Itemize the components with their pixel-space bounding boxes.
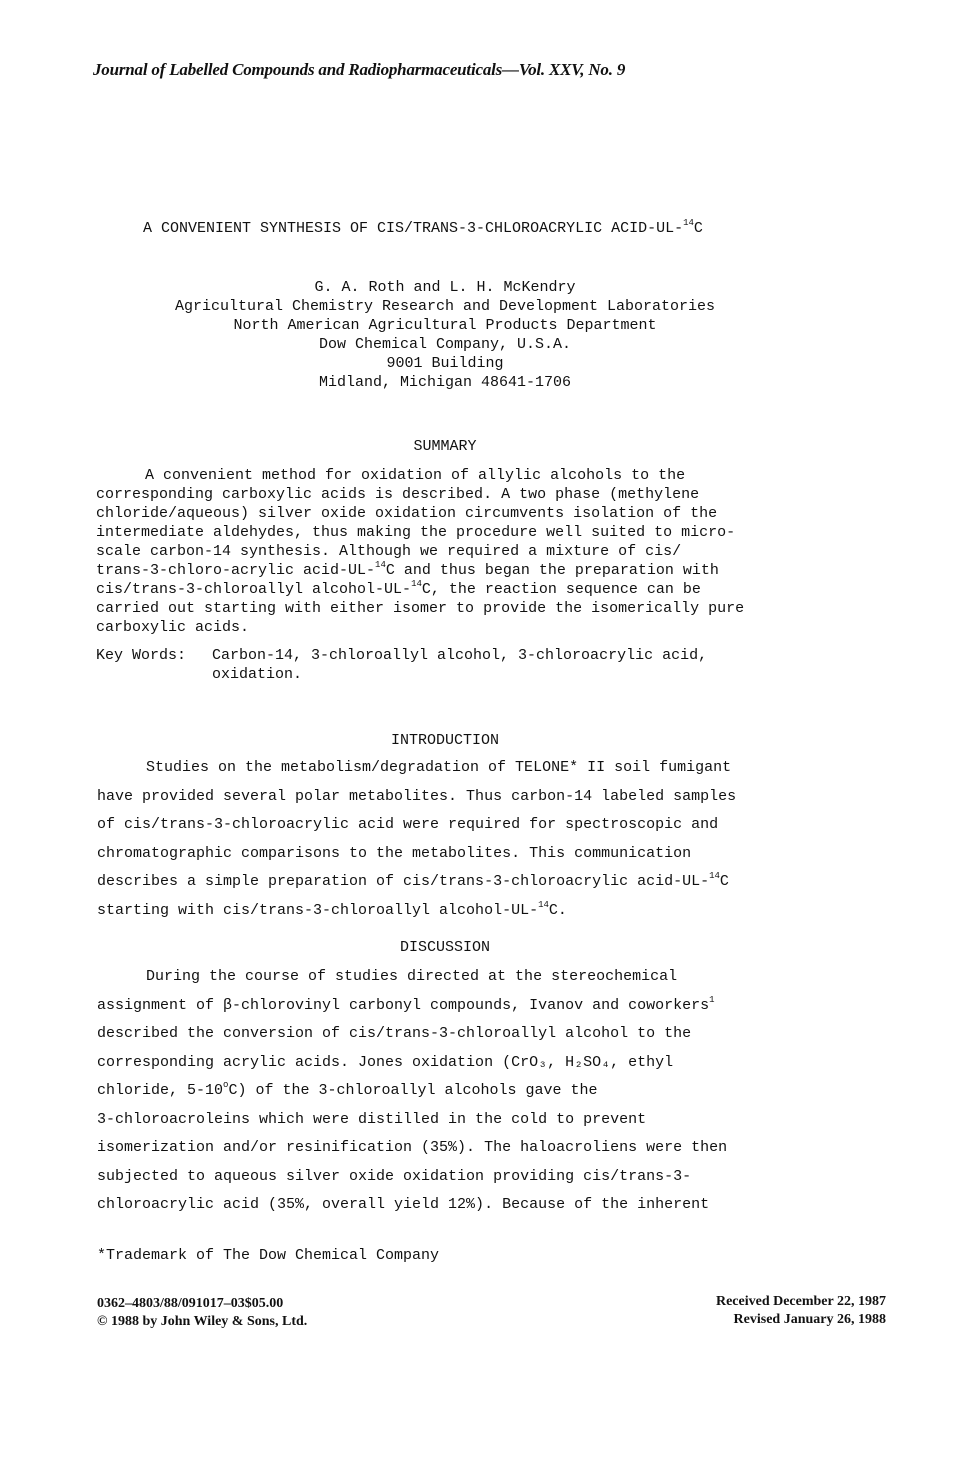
body-line: subjected to aqueous silver oxide oxidation providing cis/trans-3- bbox=[97, 1167, 692, 1185]
isotope-superscript: 14 bbox=[538, 899, 549, 910]
revised-date: Revised January 26, 1988 bbox=[733, 1312, 886, 1327]
body-line-text: C. bbox=[548, 901, 567, 919]
summary-heading: SUMMARY bbox=[413, 438, 477, 455]
body-line-text: C) of the 3-chloroallyl alcohols gave the bbox=[228, 1082, 598, 1099]
summary-line: chloride/aqueous) silver oxide oxidation circumvents isolation of the bbox=[96, 505, 718, 522]
summary-line-text: C and thus began the preparation with bbox=[385, 562, 719, 579]
body-line-text: starting with cis/trans-3-chloroallyl alcohol-UL- bbox=[97, 901, 539, 919]
body-line: chromatographic comparisons to the metabolites. This communication bbox=[97, 844, 692, 862]
footnote-text: *Trademark of The Dow Chemical Company bbox=[97, 1247, 440, 1264]
body-line bbox=[97, 868, 897, 897]
title-text: A CONVENIENT SYNTHESIS OF CIS/TRANS-3-CHLOROACRYLIC ACID-UL- bbox=[143, 220, 684, 237]
summary-line-text: cis/trans-3-chloroallyl alcohol-UL- bbox=[96, 581, 412, 598]
introduction-paragraph bbox=[97, 754, 897, 925]
body-line: chloroacrylic acid (35%, overall yield 12%). Because of the inherent bbox=[97, 1196, 710, 1213]
body-line: isomerization and/or resinification (35%). The haloacroliens were then bbox=[97, 1139, 728, 1156]
received-date: Received December 22, 1987 bbox=[715, 1294, 886, 1309]
affiliation-line: Agricultural Chemistry Research and Development Laboratories bbox=[174, 298, 716, 315]
summary-line: intermediate aldehydes, thus making the procedure well suited to micro- bbox=[96, 524, 736, 541]
keywords-text: Carbon-14, 3-chloroallyl alcohol, 3-chloroacrylic acid, oxidation. bbox=[212, 647, 708, 683]
summary-line-text: trans-3-chloro-acrylic acid-UL- bbox=[96, 562, 376, 579]
body-line: have provided several polar metabolites. Thus carbon-14 labeled samples bbox=[97, 787, 737, 805]
summary-line bbox=[96, 561, 896, 580]
summary-line: A convenient method for oxidation of allylic alcohols to the bbox=[145, 467, 686, 484]
body-line: described the conversion of cis/trans-3-chloroallyl alcohol to the bbox=[97, 1025, 692, 1042]
affiliation-line: 9001 Building bbox=[386, 355, 504, 372]
body-line-text: assignment of β-chlorovinyl carbonyl compounds, Ivanov and coworkers bbox=[97, 996, 710, 1014]
body-line: During the course of studies directed at the stereochemical bbox=[146, 968, 678, 985]
author-block bbox=[93, 278, 797, 392]
article-title bbox=[143, 220, 703, 237]
body-line-text: C bbox=[719, 873, 729, 890]
author-names: G. A. Roth and L. H. McKendry bbox=[314, 279, 576, 296]
body-line bbox=[97, 897, 897, 926]
isotope-superscript: 14 bbox=[709, 871, 720, 881]
copyright-notice: © 1988 by John Wiley & Sons, Ltd. bbox=[97, 1314, 308, 1329]
isotope-superscript: 14 bbox=[375, 560, 386, 570]
body-line bbox=[97, 1077, 897, 1106]
introduction-heading: INTRODUCTION bbox=[390, 732, 500, 749]
imprint-left bbox=[97, 1295, 307, 1331]
body-line: corresponding acrylic acids. Jones oxidation (CrO₃, H₂SO₄, ethyl bbox=[97, 1053, 674, 1071]
summary-line bbox=[96, 580, 896, 599]
body-line: Studies on the metabolism/degradation of TELONE* II soil fumigant bbox=[146, 759, 732, 776]
summary-line: scale carbon-14 synthesis. Although we required a mixture of cis/ bbox=[96, 543, 682, 560]
summary-line: carboxylic acids. bbox=[96, 619, 250, 636]
body-line: of cis/trans-3-chloroacrylic acid were required for spectroscopic and bbox=[97, 816, 719, 833]
imprint-right bbox=[716, 1293, 886, 1329]
summary-line: corresponding carboxylic acids is described. A two phase (methylene bbox=[96, 486, 700, 503]
summary-paragraph bbox=[96, 466, 896, 637]
title-suffix: C bbox=[693, 220, 703, 237]
keywords-label: Key Words: bbox=[96, 647, 187, 664]
body-line-text: chloride, 5-10 bbox=[97, 1082, 224, 1099]
trademark-footnote bbox=[97, 1247, 439, 1264]
title-isotope-superscript: 14 bbox=[683, 218, 694, 228]
isotope-superscript: 14 bbox=[411, 579, 422, 589]
affiliation-line: Dow Chemical Company, U.S.A. bbox=[318, 336, 572, 353]
affiliation-line: North American Agricultural Products Department bbox=[233, 317, 657, 334]
body-line bbox=[97, 992, 897, 1021]
body-line-text: describes a simple preparation of cis/trans-3-chloroacrylic acid-UL- bbox=[97, 873, 710, 890]
summary-line-text: C, the reaction sequence can be bbox=[421, 581, 701, 598]
affiliation-line: Midland, Michigan 48641-1706 bbox=[318, 374, 572, 391]
reference-superscript: 1 bbox=[709, 994, 715, 1005]
article-code: 0362–4803/88/091017–03$05.00 bbox=[97, 1296, 284, 1311]
body-line: 3-chloroacroleins which were distilled in the cold to prevent bbox=[97, 1110, 647, 1128]
summary-line: carried out starting with either isomer to provide the isomerically pure bbox=[96, 600, 745, 617]
degree-superscript: o bbox=[223, 1080, 229, 1090]
discussion-paragraph bbox=[97, 963, 897, 1220]
journal-header: Journal of Labelled Compounds and Radiopharmaceuticals—Vol. XXV, No. 9 bbox=[93, 60, 626, 79]
discussion-heading: DISCUSSION bbox=[399, 939, 490, 956]
